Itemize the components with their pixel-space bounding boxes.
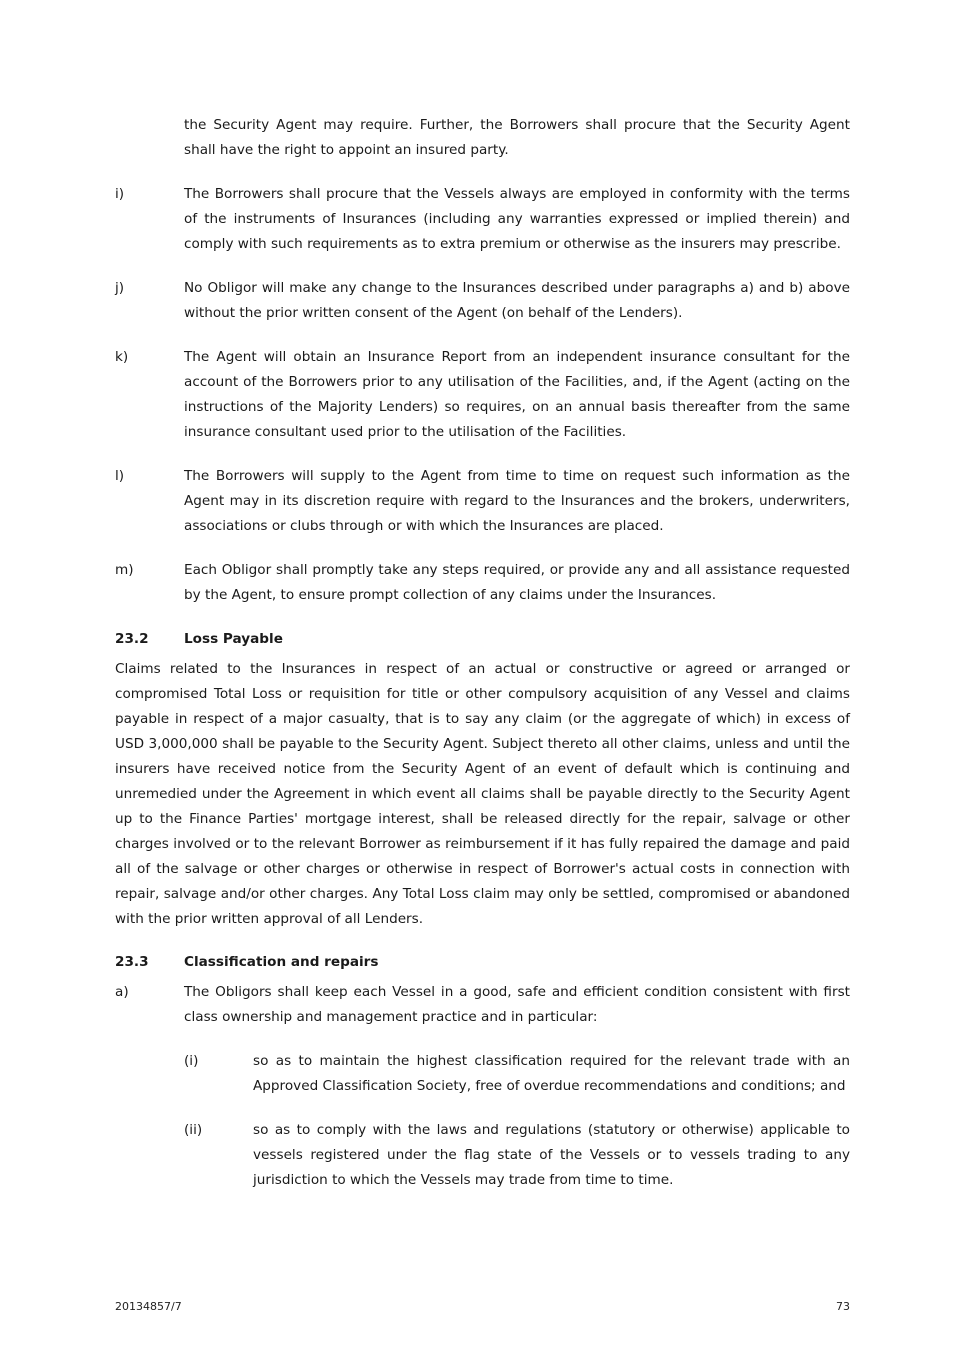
- sub-item-text: so as to maintain the highest classification required for the relevant trade with an Approved Classification Society, free of overdue recommendations and conditions; and: [253, 1053, 850, 1094]
- section-23-2-paragraph: [115, 657, 850, 932]
- list-item-i: [115, 182, 850, 257]
- list-item-a: [115, 980, 850, 1030]
- sub-item-i: [115, 1049, 850, 1099]
- list-item-label: i): [115, 186, 125, 202]
- list-item-text: The Borrowers will supply to the Agent from time to time on request such information as the Agent may in its discretion require with regard to the Insurances and the brokers, underwriters, associations or clubs through or with which the Insurances are placed.: [184, 468, 850, 534]
- continuation-paragraph: [115, 113, 850, 163]
- list-item-label: a): [115, 984, 129, 1000]
- list-item-text: The Obligors shall keep each Vessel in a good, safe and efficient condition consistent with first class ownership and management practice and in particular:: [184, 984, 850, 1025]
- list-item-text: The Borrowers shall procure that the Vessels always are employed in conformity with the terms of the instruments of Insurances (including any warranties expressed or implied therein) and comply with such requirements as to extra premium or otherwise as the insurers may prescribe.: [184, 186, 850, 252]
- list-item-text: No Obligor will make any change to the Insurances described under paragraphs a) and b) above without the prior written consent of the Agent (on behalf of the Lenders).: [184, 280, 850, 321]
- footer-page-number: 73: [836, 1300, 850, 1313]
- section-title: Classification and repairs: [184, 954, 379, 970]
- list-item-text: The Agent will obtain an Insurance Report from an independent insurance consultant for the account of the Borrowers prior to any utilisation of the Facilities, and, if the Agent (acting on the instructions of the Majority Lenders) so requires, on an annual basis thereafter from the same insurance consultant used prior to the utilisation of the Facilities.: [184, 349, 850, 440]
- continuation-text: the Security Agent may require. Further, the Borrowers shall procure that the Security Agent shall have the right to appoint an insured party.: [184, 117, 850, 158]
- list-item-l: [115, 464, 850, 539]
- list-item-label: j): [115, 280, 125, 296]
- sub-item-ii: [115, 1118, 850, 1193]
- list-item-label: k): [115, 349, 129, 365]
- footer-doc-ref: 20134857/7: [115, 1300, 182, 1313]
- section-heading-23-2: [115, 627, 850, 652]
- list-item-m: [115, 558, 850, 608]
- section-title: Loss Payable: [184, 631, 283, 647]
- section-number: 23.2: [115, 631, 149, 647]
- list-item-k: [115, 345, 850, 445]
- sub-item-text: so as to comply with the laws and regulations (statutory or otherwise) applicable to vessels registered under the flag state of the Vessels or to vessels trading to any jurisdiction to which the Vessels may trade from time to time.: [253, 1122, 850, 1188]
- sub-item-label: (ii): [184, 1122, 203, 1138]
- list-item-text: Each Obligor shall promptly take any steps required, or provide any and all assistance requested by the Agent, to ensure prompt collection of any claims under the Insurances.: [184, 562, 850, 603]
- sub-item-label: (i): [184, 1053, 199, 1069]
- section-heading-23-3: [115, 950, 850, 975]
- list-item-label: l): [115, 468, 125, 484]
- list-item-j: [115, 276, 850, 326]
- section-number: 23.3: [115, 954, 149, 970]
- section-paragraph-text: Claims related to the Insurances in respect of an actual or constructive or agreed or arranged or compromised Total Loss or requisition for title or other compulsory acquisition of any Vessel and claims payable in respect of a major casualty, that is to say any claim (or the aggregate of which) in excess of USD 3,000,000 shall be payable to the Security Agent. Subject thereto all other claims, unless and until the insurers have received notice from the Security Agent of an event of default which is continuing and unremedied under the Agreement in which event all claims shall be payable directly to the Security Agent up to the Finance Parties' mortgage interest, shall be released directly for the repair, salvage or other charges involved or to the relevant Borrower as reimbursement if it has fully repaired the damage and paid all of the salvage or other charges or otherwise in respect of Borrower's actual costs in connection with repair, salvage and/or other charges. Any Total Loss claim may only be settled, compromised or abandoned with the prior written approval of all Lenders.: [115, 661, 850, 927]
- list-item-label: m): [115, 562, 134, 578]
